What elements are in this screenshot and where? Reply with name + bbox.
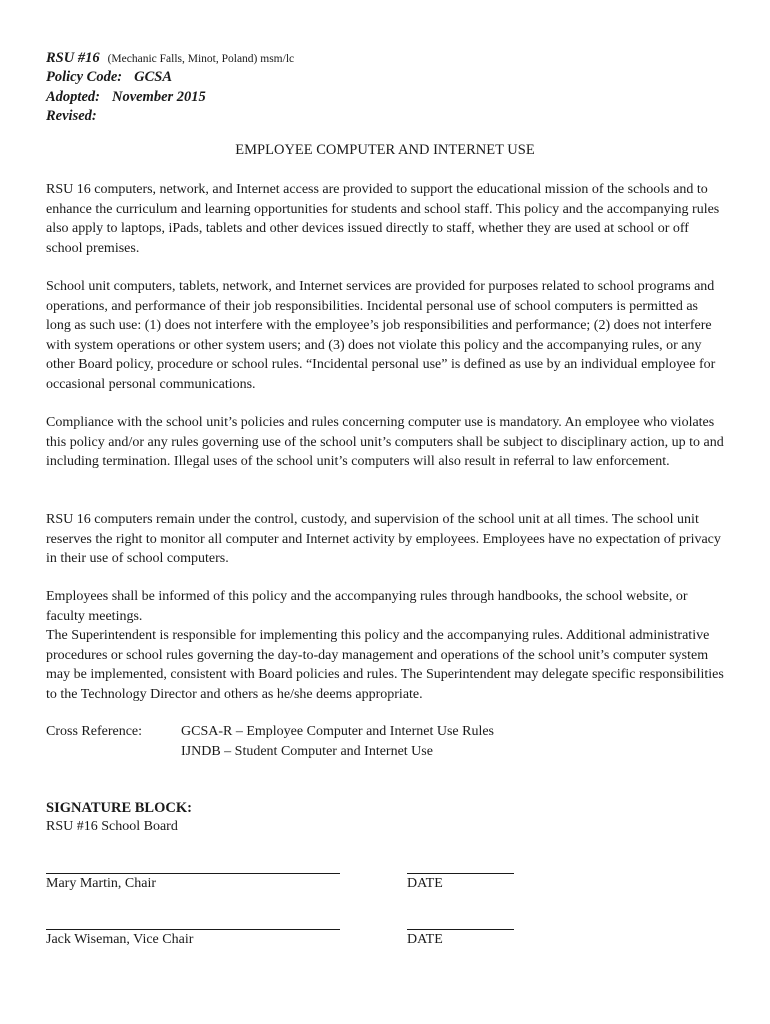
date-label-chair: DATE xyxy=(407,876,443,891)
cross-reference-item: IJNDB – Student Computer and Internet Use xyxy=(181,743,433,759)
paragraph-2: School unit computers, tablets, network, and Internet services are provided for purposes related to school programs and operations, and performance of their job responsibilities. Incidental personal use of school computers is permitted as long as such use: (1) does not interfere with the employee’s job responsibilities and performance; (2) does not interfere with system operations or other system users; and (3) does not violate this policy and the accompanying rules, or any other Board policy, procedure or school rules. “Incidental personal use” is defined as use by an individual employee for occasional personal communications. xyxy=(46,279,716,392)
paragraph-5: Employees shall be informed of this policy and the accompanying rules through handbooks, the school website, or faculty meetings. xyxy=(46,589,688,624)
paragraph-4: RSU 16 computers remain under the control, custody, and supervision of the school unit at all times. The school unit reserves the right to monitor all computer and Internet activity by employees. Employees have no expectation of privacy in their use of school computers. xyxy=(46,512,721,566)
rsu-towns: (Mechanic Falls, Minot, Poland) msm/lc xyxy=(107,53,295,65)
adopted-label: Adopted: xyxy=(46,89,100,105)
date-label-vice-chair: DATE xyxy=(407,932,443,947)
paragraph-1: RSU 16 computers, network, and Internet access are provided to support the educational mission of the schools and to enhance the curriculum and learning opportunities for students and school staff. This policy and the accompanying rules also apply to laptops, iPads, tablets and other devices issued directly to staff, whether they are used at school or off school premises. xyxy=(46,182,720,256)
paragraph-6: The Superintendent is responsible for implementing this policy and the accompanying rules. Additional administrative procedures or school rules governing the day-to-day management and operations of the school unit’s computer system may be implemented, consistent with Board policies and rules. The Superintendent may delegate specific responsibilities to the Technology Director and others as he/she deems appropriate. xyxy=(46,628,724,702)
signature-line-vice-chair xyxy=(46,929,340,930)
rsu-header-line xyxy=(46,50,294,67)
policy-code-line xyxy=(46,69,172,86)
adopted-line xyxy=(46,89,206,106)
cross-reference-list xyxy=(181,722,494,761)
signature-block-title: SIGNATURE BLOCK: xyxy=(46,800,192,816)
cross-reference-label: Cross Reference: xyxy=(46,724,143,739)
adopted-value: November 2015 xyxy=(111,89,206,105)
revised-line xyxy=(46,108,97,125)
signer-name-vice-chair: Jack Wiseman, Vice Chair xyxy=(46,932,194,947)
cross-reference-item: GCSA-R – Employee Computer and Internet Use Rules xyxy=(181,724,495,739)
signer-name-chair: Mary Martin, Chair xyxy=(46,876,157,891)
revised-label: Revised: xyxy=(46,108,97,124)
signature-line-chair xyxy=(46,873,340,874)
rsu-label: RSU #16 xyxy=(46,50,100,66)
paragraph-3: Compliance with the school unit’s policies and rules concerning computer use is mandatory. An employee who violates this policy and/or any rules governing use of the school unit’s computers shall be subject to disciplinary action, up to and including termination. Illegal uses of the school unit’s computers will also result in referral to law enforcement. xyxy=(46,415,724,469)
policy-code-label: Policy Code: xyxy=(46,69,123,85)
policy-code-value: GCSA xyxy=(134,69,172,85)
date-line-vice-chair xyxy=(407,929,514,930)
date-line-chair xyxy=(407,873,514,874)
page-title: EMPLOYEE COMPUTER AND INTERNET USE xyxy=(235,142,535,158)
signature-board-name: RSU #16 School Board xyxy=(46,819,178,834)
